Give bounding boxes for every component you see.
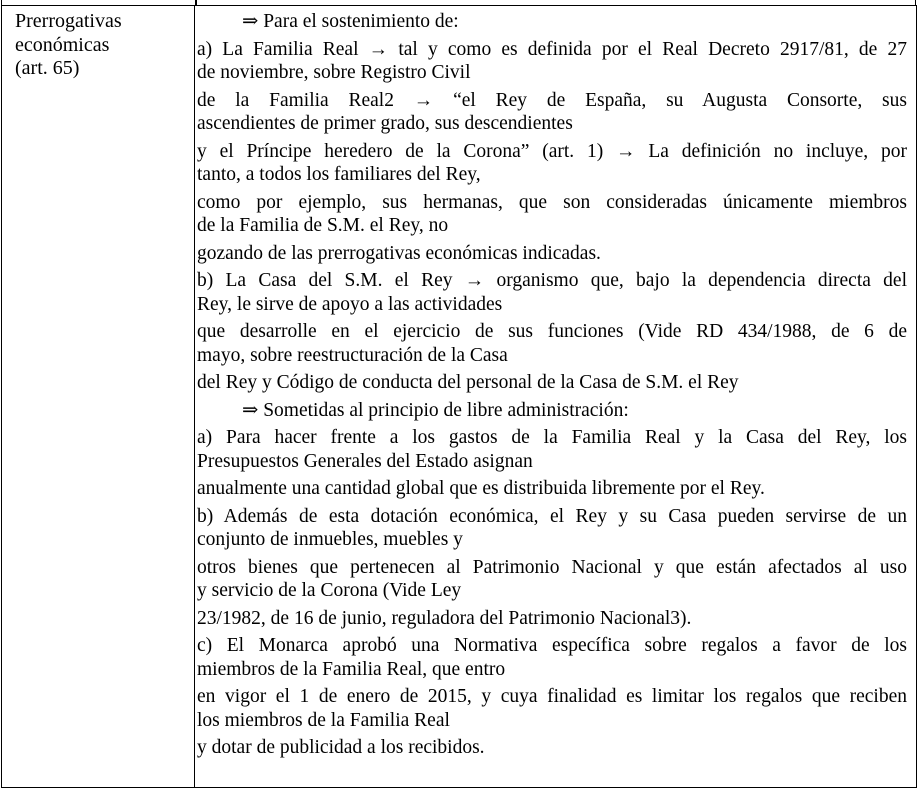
- text-line: a) Para hacer frente a los gastos de la Familia Real y la Casa del Rey, los: [197, 427, 907, 448]
- text-line: Presupuestos Generales del Estado asignan: [197, 450, 533, 472]
- text-line: c) El Monarca aprobó una Normativa específica sobre regalos a favor de los: [197, 635, 907, 656]
- text-line: de noviembre, sobre Registro Civil: [197, 62, 471, 83]
- row-label-line: Prerrogativas: [15, 10, 122, 32]
- text-line: b) La Casa del S.M. el Rey → organismo que, bajo la dependencia directa del: [197, 270, 907, 291]
- text-line: tanto, a todos los familiares del Rey,: [197, 164, 481, 185]
- row-label-line: (art. 65): [15, 57, 80, 79]
- text-line: y servicio de la Corona (Vide Ley: [197, 580, 462, 601]
- text-line: del Rey y Código de conducta del personal de la Casa de S.M. el Rey: [197, 372, 739, 393]
- text-line: de la Familia Real2 → “el Rey de España, su Augusta Consorte, sus: [197, 89, 907, 111]
- text-line: en vigor el 1 de enero de 2015, y cuya finalidad es limitar los regalos que reciben: [197, 686, 907, 707]
- row-label-cell: [2, 6, 195, 787]
- text-line: ascendientes de primer grado, sus descendientes: [197, 113, 573, 134]
- document-table-row: [1, 5, 917, 788]
- text-line: 23/1982, de 16 de junio, reguladora del Patrimonio Nacional3).: [197, 607, 692, 629]
- text-line: y dotar de publicidad a los recibidos.: [197, 737, 485, 758]
- text-line: mayo, sobre reestructuración de la Casa: [197, 344, 508, 366]
- text-line: como por ejemplo, sus hermanas, que son consideradas únicamente miembros: [197, 191, 907, 213]
- text-line: anualmente una cantidad global que es distribuida libremente por el Rey.: [197, 478, 765, 499]
- text-line: ⇒ Sometidas al principio de libre administración:: [242, 399, 629, 421]
- text-line: que desarrolle en el ejercicio de sus funciones (Vide RD 434/1988, de 6 de: [197, 321, 907, 342]
- text-line: gozando de las prerrogativas económicas indicadas.: [197, 242, 601, 264]
- text-line: conjunto de inmuebles, muebles y: [197, 529, 463, 550]
- text-line: los miembros de la Familia Real: [197, 709, 450, 731]
- text-line: ⇒ Para el sostenimiento de:: [242, 11, 459, 32]
- text-line: y el Príncipe heredero de la Corona” (art. 1) → La definición no incluye, por: [197, 140, 907, 162]
- text-line: b) Además de esta dotación económica, el Rey y su Casa pueden servirse de un: [197, 505, 907, 527]
- row-content-cell: [197, 6, 907, 760]
- text-line: otros bienes que pertenecen al Patrimonio Nacional y que están afectados al uso: [197, 556, 907, 578]
- text-line: Rey, le sirve de apoyo a las actividades: [197, 293, 503, 315]
- text-line: a) La Familia Real → tal y como es definida por el Real Decreto 2917/81, de 27: [197, 38, 907, 60]
- text-line: miembros de la Familia Real, que entro: [197, 658, 506, 680]
- row-label-line: económicas: [15, 33, 110, 56]
- text-line: de la Familia de S.M. el Rey, no: [197, 215, 449, 236]
